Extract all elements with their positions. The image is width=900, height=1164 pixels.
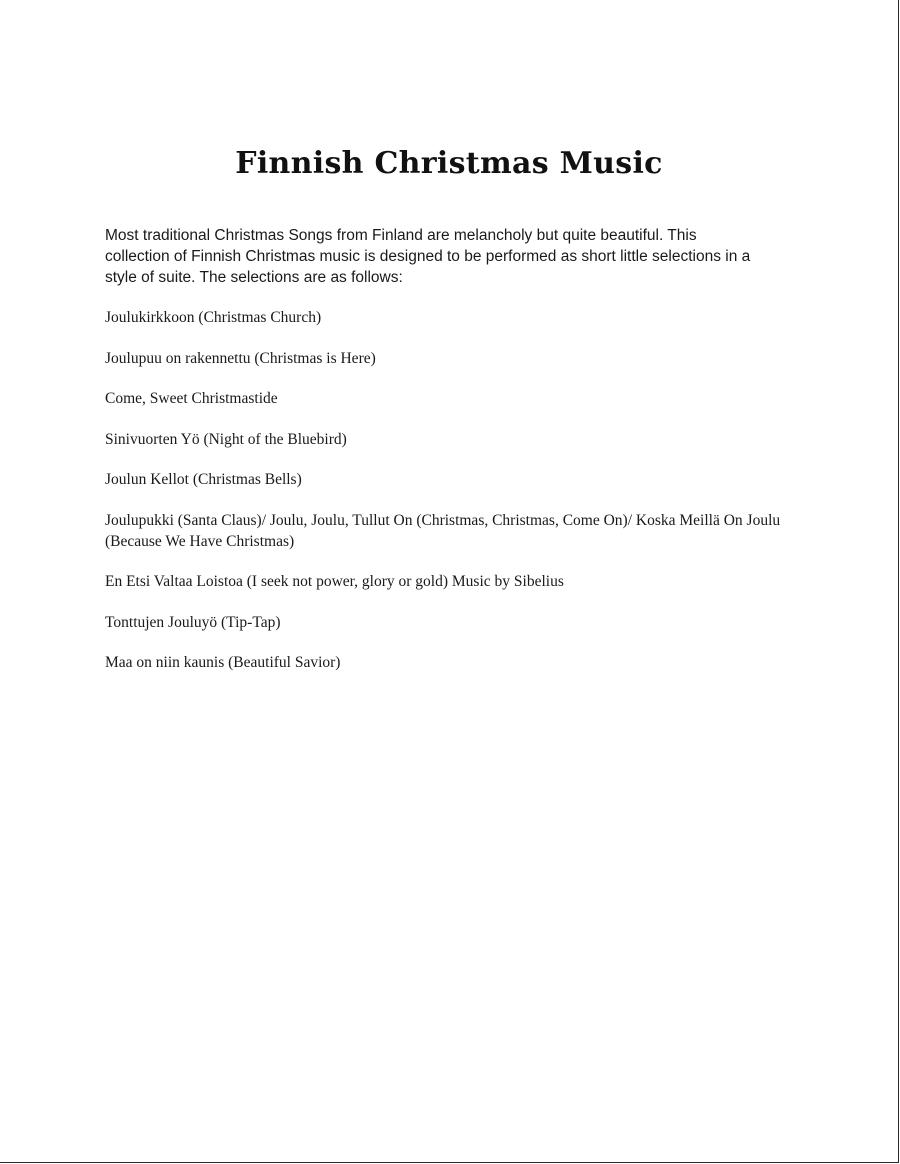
list-item: Maa on niin kaunis (Beautiful Savior) xyxy=(105,654,341,671)
page-title: Finnish Christmas Music xyxy=(235,146,663,181)
list-item: En Etsi Valtaa Loistoa (I seek not power, glory or gold) Music by Sibelius xyxy=(105,573,564,590)
list-item: Sinivuorten Yö (Night of the Bluebird) xyxy=(105,430,347,448)
list-item: Come, Sweet Christmastide xyxy=(105,390,278,407)
list-item: Joulun Kellot (Christmas Bells) xyxy=(105,471,302,488)
list-item: Joulukirkkoon (Christmas Church) xyxy=(105,309,322,326)
list-item: Joulupuu on rakennettu (Christmas is Here) xyxy=(105,349,376,367)
list-item: Tonttujen Jouluyö (Tip-Tap) xyxy=(105,613,281,631)
selection-list xyxy=(105,307,785,693)
list-item: Joulupukki (Santa Claus)/ Joulu, Joulu, Tullut On (Christmas, Christmas, Come On)/ Koska Meillä On Joulu (Because We Have Christmas) xyxy=(105,511,781,550)
intro-paragraph: Most traditional Christmas Songs from Finland are melancholy but quite beautiful. This collection of Finnish Christmas music is designed to be performed as short little selections in a style of suite. The selections are as follows: xyxy=(105,227,751,286)
